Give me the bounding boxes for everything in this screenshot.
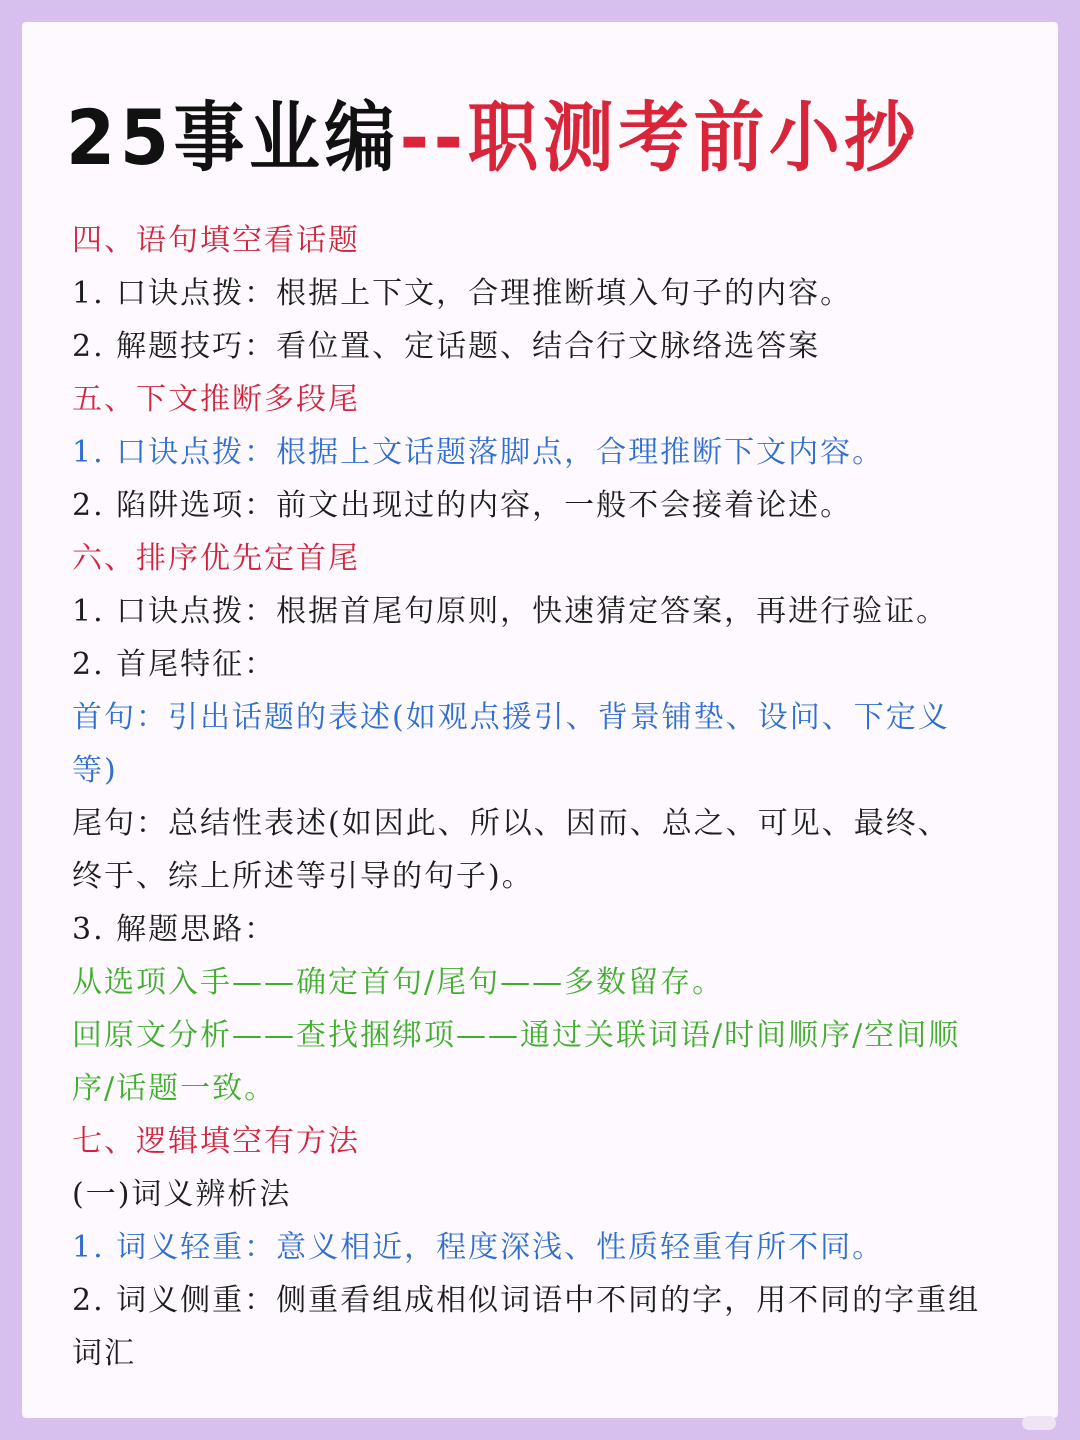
note-line: 2. 首尾特征： xyxy=(72,647,277,682)
note-line: 3. 解题思路： xyxy=(72,912,277,947)
page-title xyxy=(66,88,920,188)
note-line: 终于、综上所述等引导的句子)。 xyxy=(72,859,534,894)
note-line: 从选项入手——确定首句/尾句——多数留存。 xyxy=(72,965,725,1000)
note-line: 2. 词义侧重：侧重看组成相似词语中不同的字，用不同的字重组 xyxy=(72,1283,981,1318)
title-subtitle: --职测考前小抄 xyxy=(399,93,920,182)
note-line: 1. 口诀点拨：根据上下文，合理推断填入句子的内容。 xyxy=(72,276,853,311)
title-main: 25事业编 xyxy=(66,93,400,182)
note-line: 词汇 xyxy=(72,1336,136,1371)
note-line: 1. 口诀点拨：根据首尾句原则，快速猜定答案，再进行验证。 xyxy=(72,594,949,629)
section-heading-5: 五、下文推断多段尾 xyxy=(72,382,360,417)
note-line: 1. 词义轻重：意义相近，程度深浅、性质轻重有所不同。 xyxy=(72,1230,885,1265)
note-line: 2. 陷阱选项：前文出现过的内容，一般不会接着论述。 xyxy=(72,488,853,523)
note-line: 1. 口诀点拨：根据上文话题落脚点，合理推断下文内容。 xyxy=(72,435,885,470)
watermark-mark xyxy=(1022,1416,1056,1430)
section-heading-4: 四、语句填空看话题 xyxy=(72,223,360,258)
notes-content xyxy=(72,214,1012,1380)
note-line: 回原文分析——查找捆绑项——通过关联词语/时间顺序/空间顺 xyxy=(72,1018,961,1053)
section-heading-6: 六、排序优先定首尾 xyxy=(72,541,360,576)
note-line: 尾句：总结性表述(如因此、所以、因而、总之、可见、最终、 xyxy=(72,806,950,841)
note-line: 等) xyxy=(72,753,118,788)
note-line: 首句：引出话题的表述(如观点援引、背景铺垫、设问、下定义 xyxy=(72,700,950,735)
note-line: 2. 解题技巧：看位置、定话题、结合行文脉络选答案 xyxy=(72,329,821,364)
subsection-heading: (一)词义辨析法 xyxy=(72,1177,292,1212)
section-heading-7: 七、逻辑填空有方法 xyxy=(72,1124,360,1159)
note-line: 序/话题一致。 xyxy=(72,1071,277,1106)
